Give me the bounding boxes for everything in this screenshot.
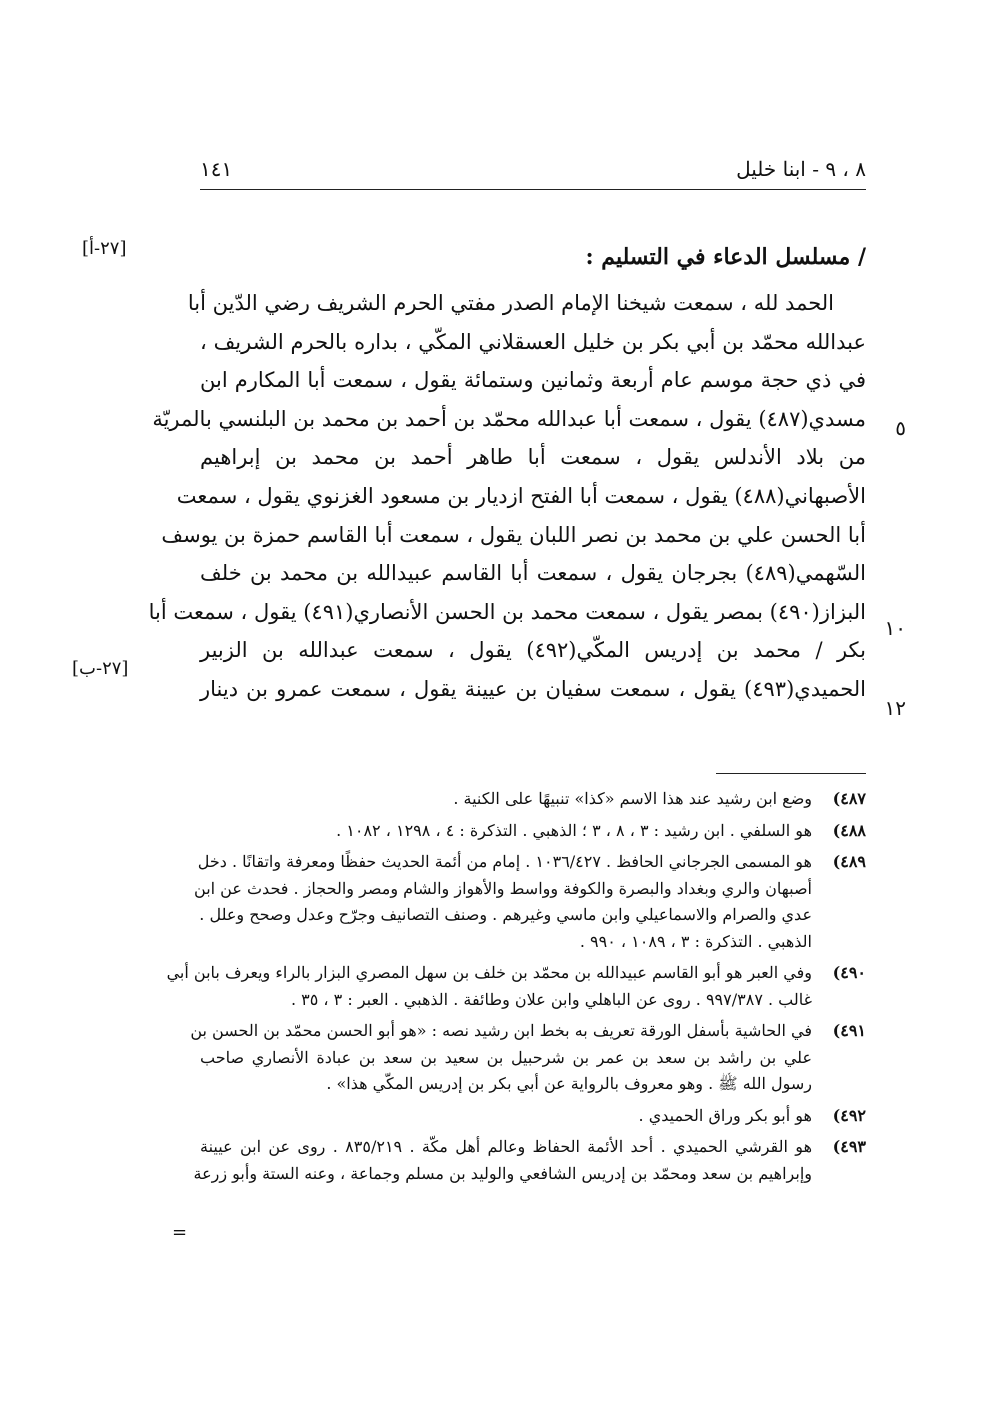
footnote: [166, 960, 866, 1013]
text-line: الحمد لله ، سمعت شيخنا الإمام الصدر مفتي الحرم الشريف رضي الدّين أبا: [187, 291, 834, 315]
footnote: [194, 849, 866, 955]
footnote: [190, 1018, 866, 1098]
footnote-line: عدي والصرام والاسماعيلي وابن ماسي وغيرهم . وصنف التصانيف وجرّح وعدل وصحح وعلل .: [199, 905, 812, 924]
text-line: السّهمي(٤٨٩) بجرجان يقول ، سمعت أبا القاسم عبيدالله بن محمد بن خلف: [200, 561, 866, 586]
footnote: [193, 1134, 866, 1187]
footnote-line: هو المسمى الجرجاني الحافظ . ١٠٣٦/٤٢٧ . إمام من أئمة الحديث حفظًا ومعرفة واتقانًا . دخل: [197, 852, 812, 871]
footnote-separator: [716, 773, 866, 774]
line-number: ١٢: [884, 696, 906, 720]
footnote-line: وضع ابن رشيد عند هذا الاسم «كذا» تنبيهًا على الكنية .: [453, 789, 812, 808]
footnotes: [166, 786, 866, 1192]
footnote-number: ٤٩٠): [832, 963, 866, 982]
text-line: الحميدي(٤٩٣) يقول ، سمعت سفيان بن عيينة يقول ، سمعت عمرو بن دينار: [200, 676, 866, 701]
text-line: في ذي حجة موسم عام أربعة وثمانين وستمائة يقول ، سمعت أبا المكارم ابن: [200, 368, 866, 393]
footnote-number: ٤٩٢): [832, 1105, 866, 1125]
text-line: البزاز(٤٩٠) بمصر يقول ، سمعت محمد بن الحسن الأنصاري(٤٩١) يقول ، سمعت أبا: [148, 599, 866, 624]
folio-marker-a: [٢٧-أ]: [82, 238, 127, 259]
footnote: [200, 818, 866, 845]
footnote-line: وإبراهيم بن سعد ومحمّد بن إدريس الشافعي والوليد بن مسلم وجماعة ، وعنه الستة وأبو زرعة: [193, 1163, 812, 1183]
footnote-number: ٤٩١): [832, 1021, 866, 1040]
footnote-line: الذهبي . التذكرة : ٣ ، ١٠٨٩ ، ٩٩٠ .: [579, 931, 812, 951]
text-line: عبدالله محمّد بن أبي بكر بن خليل العسقلاني المكّي ، بداره بالحرم الشريف ،: [200, 329, 866, 354]
footnote: [200, 1103, 866, 1130]
running-header: [200, 157, 866, 183]
footnote-line: هو القرشي الحميدي . أحد الأئمة الحفاظ وعالم أهل مكّة . ٨٣٥/٢١٩ . روى عن ابن عيينة: [200, 1137, 813, 1156]
footnote-number: ٤٨٧): [832, 789, 866, 808]
continuation-mark: =: [172, 1222, 188, 1243]
section-title: / مسلسل الدعاء في التسليم :: [585, 244, 866, 270]
line-number: ١٠: [884, 616, 906, 640]
footnote-number: ٤٩٣): [832, 1137, 866, 1156]
page-number: ١٤١: [200, 157, 233, 181]
footnote-line: وفي العبر هو أبو القاسم عبيدالله بن محمّد بن خلف بن سهل المصري البزار بالراء ويعرف بابن أبي: [166, 963, 812, 982]
text-line: بكر / محمد بن إدريس المكّي(٤٩٢) يقول ، سمعت عبدالله بن الزبير: [200, 638, 866, 663]
footnote-line: في الحاشية بأسفل الورقة تعريف به بخط ابن رشيد نصه : «هو أبو الحسن محمّد بن الحسن بن: [190, 1021, 812, 1040]
text-line: مسدي(٤٨٧) يقول ، سمعت أبا عبدالله محمّد بن أحمد بن محمد بن البلنسي بالمريّة: [152, 406, 866, 431]
footnote-line: أصبهان والري وبغداد والبصرة والكوفة وواسط والأهواز والشام ومصر والحجاز . فحدث عن ابن: [194, 878, 812, 898]
footnote-line: رسول الله ﷺ . وهو معروف بالرواية عن أبي بكر بن إدريس المكّي هذا» .: [326, 1074, 812, 1093]
text-line: الأصبهاني(٤٨٨) يقول ، سمعت أبا الفتح ازديار بن مسعود الغزنوي يقول ، سمعت: [176, 483, 866, 508]
footnote-number: ٤٨٨): [832, 820, 866, 840]
footnote-number: ٤٨٩): [832, 852, 866, 871]
text-line: أبا الحسن علي بن محمد بن نصر اللبان يقول ، سمعت أبا القاسم حمزة بن يوسف: [161, 522, 866, 547]
footnote: [200, 786, 866, 813]
footnote-line: غالب . ٩٩٧/٣٨٧ . روى عن الباهلي وابن علان وطائفة . الذهبي . العبر : ٣ ، ٣٥ .: [290, 989, 812, 1009]
main-text: [148, 284, 866, 709]
line-number: ٥: [895, 416, 906, 440]
text-line: من بلاد الأندلس يقول ، سمعت أبا طاهر أحمد بن محمد بن إبراهيم: [200, 445, 866, 470]
folio-marker-b: [٢٧-ب]: [72, 658, 129, 679]
chapter-title: ٨ ، ٩ - ابنا خليل: [736, 157, 866, 181]
footnote-line: هو السلفي . ابن رشيد : ٣ ، ٨ ، ٣ ؛ الذهبي . التذكرة : ٤ ، ١٢٩٨ ، ١٠٨٢ .: [336, 820, 812, 840]
footnote-line: هو أبو بكر وراق الحميدي .: [638, 1105, 812, 1125]
header-rule: [200, 189, 866, 190]
footnote-line: علي بن راشد بن سعد بن عمر بن شرحبيل بن سعيد بن سعد بن عبادة الأنصاري صاحب: [200, 1047, 812, 1067]
